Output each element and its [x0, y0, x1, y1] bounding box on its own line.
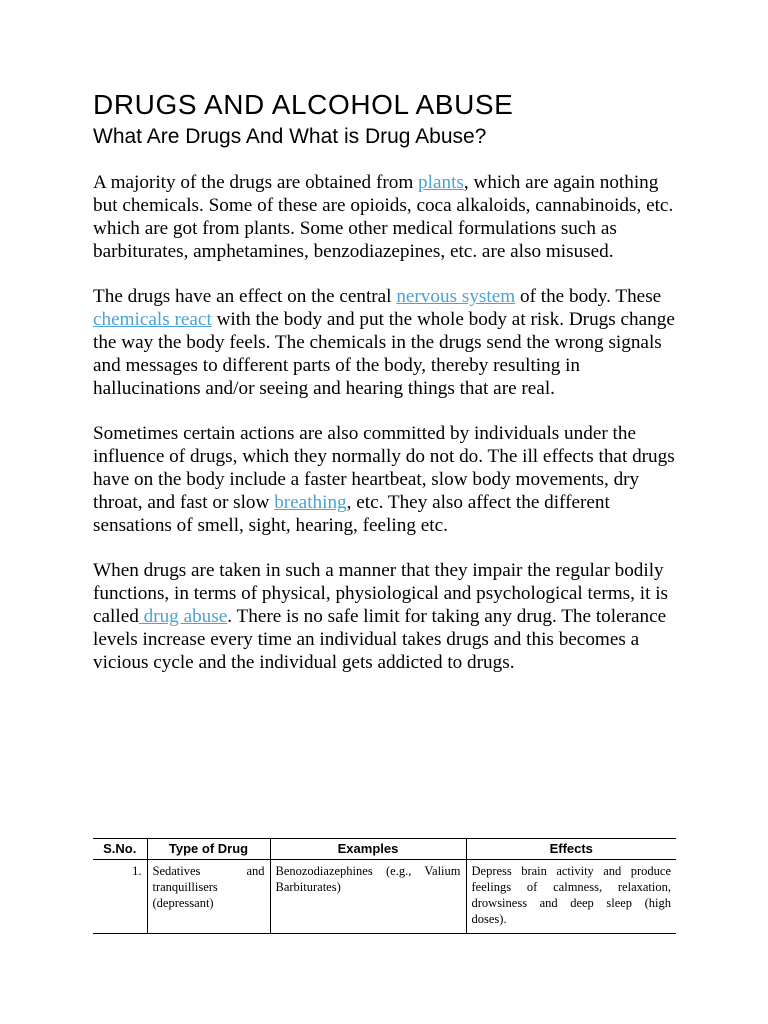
table-header-row [93, 839, 676, 860]
cell-type: Sedatives and tranquillisers (depressant) [147, 860, 270, 934]
col-header-type: Type of Drug [147, 839, 270, 860]
text-run: with the body and put the whole body at risk. Drugs change the way the body feels. The chemicals in the drugs send the wrong signals and messages to different parts of the body, thereby resulting in hallucinations and/or seeing and hearing things that are real. [93, 309, 675, 399]
document-page [93, 88, 683, 674]
link-nervous-system[interactable]: nervous system [396, 286, 516, 307]
col-header-effects: Effects [466, 839, 676, 860]
text-run: of the body. These [515, 286, 662, 307]
cell-examples: Benozodiazephines (e.g., Valium Barbiturates) [270, 860, 466, 934]
paragraph-drug-abuse [93, 559, 683, 674]
drug-types-table [93, 838, 676, 934]
col-header-sno: S.No. [93, 839, 147, 860]
page-subtitle: What Are Drugs And What is Drug Abuse? [93, 125, 487, 148]
link-breathing[interactable]: breathing [274, 492, 347, 513]
text-run: , which are again nothing but chemicals. Some of these are opioids, coca alkaloids, cannabinoids, etc. which are got from plants. Some other medical formulations such as barbiturates, amphetamines, benzodiazepines, etc. are also misused. [93, 172, 674, 262]
text-run: The drugs have an effect on the central [93, 286, 397, 307]
paragraph-effects [93, 285, 683, 400]
text-run: Sometimes certain actions are also committed by individuals under the influence of drugs, which they normally do not do. The ill effects that drugs have on the body include a faster heartbeat, slow body movements, dry throat, and fast or slow [93, 423, 675, 513]
link-chemicals-react[interactable]: chemicals react [93, 309, 212, 330]
col-header-examples: Examples [270, 839, 466, 860]
text-run: A majority of the drugs are obtained from [93, 172, 419, 193]
cell-effects: Depress brain activity and produce feelings of calmness, relaxation, drowsiness and deep sleep (high doses). [466, 860, 676, 934]
link-plants[interactable]: plants [418, 172, 464, 193]
link-drug-abuse[interactable]: drug abuse [138, 606, 228, 627]
cell-sno: 1. [93, 860, 147, 934]
page-title: DRUGS AND ALCOHOL ABUSE [93, 89, 514, 120]
paragraph-intro [93, 171, 683, 263]
text-run: . There is no safe limit for taking any drug. The tolerance levels increase every time an individual takes drugs and this becomes a vicious cycle and the individual gets addicted to drugs. [93, 606, 667, 673]
paragraph-actions [93, 422, 683, 537]
text-run: When drugs are taken in such a manner that they impair the regular bodily functions, in terms of physical, physiological and psychological terms, it is called [93, 560, 668, 627]
text-run: , etc. They also affect the different sensations of smell, sight, hearing, feeling etc. [93, 492, 610, 536]
table-row [93, 860, 676, 934]
